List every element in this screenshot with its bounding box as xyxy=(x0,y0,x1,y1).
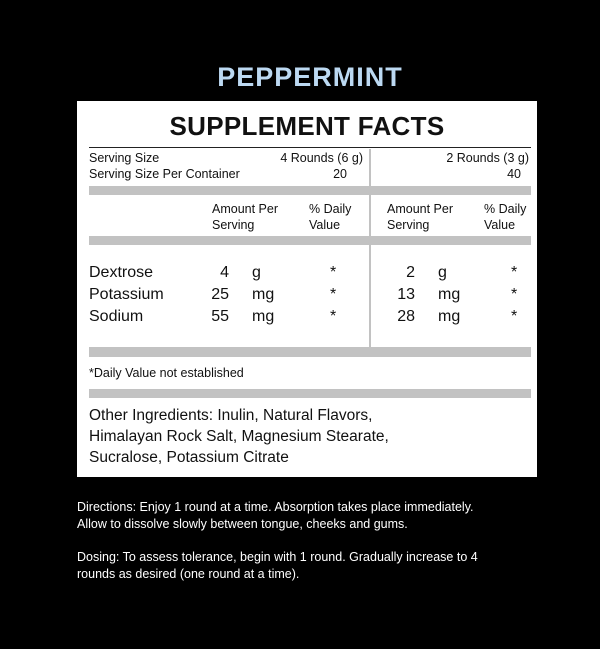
dv-header-line2: Value xyxy=(484,218,516,232)
divider-bar xyxy=(89,236,531,245)
amount-header-line1: Amount Per xyxy=(387,202,454,216)
column-separator xyxy=(369,149,371,347)
nutrient-amount-col2: 13 xyxy=(397,286,415,303)
nutrient-name: Sodium xyxy=(89,308,144,325)
directions-line: Directions: Enjoy 1 round at a time. Absorption takes place immediately. xyxy=(77,500,474,514)
daily-value-footnote: *Daily Value not established xyxy=(89,366,244,380)
amount-header-col2 xyxy=(387,201,453,233)
serving-size-col2: 2 Rounds (3 g) xyxy=(446,151,529,165)
dv-header-line1: % Daily xyxy=(484,202,527,216)
nutrient-unit-col1: mg xyxy=(252,286,275,303)
divider-bar xyxy=(89,347,531,357)
nutrient-amount-col2: 2 xyxy=(406,264,415,281)
dv-header-col1 xyxy=(309,201,351,233)
nutrient-amount-col1: 25 xyxy=(211,286,229,303)
nutrient-unit-col2: mg xyxy=(438,286,461,303)
nutrient-amount-col2: 28 xyxy=(397,308,415,325)
amount-header-col1 xyxy=(212,201,278,233)
nutrient-dv-col1: * xyxy=(330,308,337,325)
nutrient-dv-col2: * xyxy=(511,286,518,303)
nutrient-unit-col2: mg xyxy=(438,308,461,325)
divider-bar xyxy=(89,186,531,195)
servings-col2: 40 xyxy=(507,167,521,181)
dosing xyxy=(77,549,537,583)
amount-header-line2: Serving xyxy=(212,218,255,232)
directions xyxy=(77,499,537,533)
nutrient-dv-col2: * xyxy=(511,264,518,281)
nutrient-unit-col1: g xyxy=(252,264,261,281)
dv-header-line2: Value xyxy=(309,218,341,232)
nutrient-amount-col1: 4 xyxy=(220,264,229,281)
nutrient-name: Potassium xyxy=(89,286,164,303)
nutrient-unit-col1: mg xyxy=(252,308,275,325)
nutrient-amount-col1: 55 xyxy=(211,308,229,325)
panel-title: SUPPLEMENT FACTS xyxy=(169,111,445,141)
serving-size-col1: 4 Rounds (6 g) xyxy=(280,151,363,165)
servings-per-container-label: Serving Size Per Container xyxy=(89,167,240,181)
nutrient-dv-col2: * xyxy=(511,308,518,325)
other-ingredients: Other Ingredients: Inulin, Natural Flavors, Himalayan Rock Salt, Magnesium Stearate, Sucralose, Potassium Citrate xyxy=(89,407,389,466)
dosing-line: Dosing: To assess tolerance, begin with 1 round. Gradually increase to 4 xyxy=(77,550,478,564)
nutrient-dv-col1: * xyxy=(330,286,337,303)
dosing-line: rounds as desired (one round at a time). xyxy=(77,567,300,581)
amount-header-line1: Amount Per xyxy=(212,202,279,216)
nutrient-unit-col2: g xyxy=(438,264,447,281)
flavor-title: PEPPERMINT xyxy=(217,62,403,92)
dv-header-line1: % Daily xyxy=(309,202,352,216)
title-rule xyxy=(89,147,531,148)
nutrient-name: Dextrose xyxy=(89,264,154,281)
supplement-facts-panel xyxy=(77,101,537,477)
nutrient-dv-col1: * xyxy=(330,264,337,281)
divider-bar xyxy=(89,389,531,398)
amount-header-line2: Serving xyxy=(387,218,430,232)
dv-header-col2 xyxy=(484,201,526,233)
serving-size-label: Serving Size xyxy=(89,151,160,165)
directions-line: Allow to dissolve slowly between tongue, cheeks and gums. xyxy=(77,517,408,531)
servings-col1: 20 xyxy=(333,167,347,181)
